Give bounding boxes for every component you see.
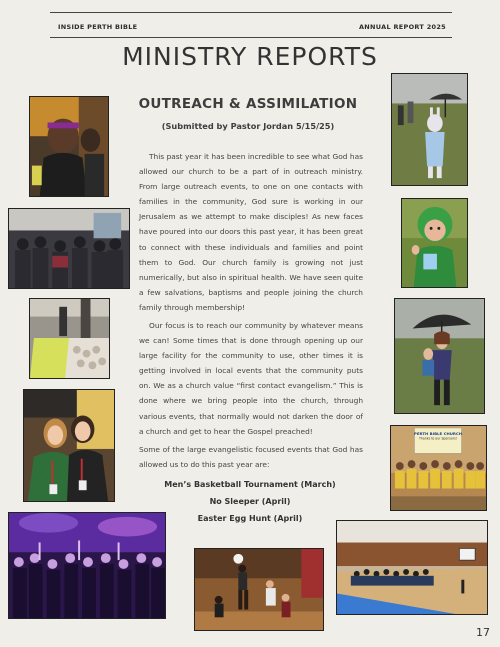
- section-title: OUTREACH & ASSIMILATION: [138, 96, 358, 112]
- event-egg-hunt: Easter Egg Hunt (April): [197, 514, 303, 523]
- gym-crowd-game-photo-icon: [336, 520, 488, 615]
- food-tables-photo-icon: [29, 298, 110, 379]
- two-women-selfie-photo-icon: [23, 389, 115, 502]
- section-byline: (Submitted by Pastor Jordan 5/15/25): [161, 121, 335, 131]
- header-publication: INSIDE PERTH BIBLE: [58, 23, 138, 31]
- woman-umbrella-child-photo-icon: [394, 298, 485, 414]
- header-report-year: ANNUAL REPORT 2025: [358, 23, 446, 31]
- paragraph-2: Our focus is to reach our community by whatever means we can! Some times that is done through opening up our large facility for the community to use, other times it is getting involved in local events that the community puts on. We as a church value “first contact evangelism.” This is done where we bring people into the church, through various events, that normally would not darken the door of a church and get to hear the Gospel preached!: [139, 321, 363, 436]
- church-gathering-crowd-photo-icon: [8, 208, 130, 289]
- worship-concert-crowd-photo-icon: [8, 512, 166, 619]
- basketball-game-action-photo-icon: [194, 548, 324, 631]
- sponsor-sign-subtitle: Thanks to our Sponsors!: [419, 436, 457, 441]
- header-rule-bottom: [50, 37, 452, 38]
- page-title: MINISTRY REPORTS: [122, 42, 378, 71]
- paragraph-1: This past year it has been incredible to see what God has allowed our church to be a part of in outreach ministry. From large outreach events, to one on one contacts with families in the community, God sure is working in our Jerusalem as we attempt to make disciples! As new faces have poured into our doors this past year, it has been great to connect with these individuals and families and point them to God. Our church family is growing not just numerically, but also in spiritual health. We have seen quite a few salvations, baptisms and people joining the church family through membership!: [139, 152, 363, 312]
- header-rule-top: [50, 12, 452, 13]
- child-green-hood-photo-icon: [401, 198, 468, 288]
- event-no-sleeper: No Sleeper (April): [209, 497, 291, 506]
- girl-with-headband-photo-icon: [29, 96, 109, 197]
- event-basketball: Men’s Basketball Tournament (March): [164, 480, 336, 489]
- paragraph-3: Some of the large evangelistic focused events that God has allowed us to do this past year are:: [139, 445, 363, 470]
- sponsor-sign-title: PERTH BIBLE CHURCH: [413, 430, 463, 436]
- basketball-team-sponsors-photo-icon: [390, 425, 487, 511]
- easter-bunny-umbrella-photo-icon: [391, 73, 468, 186]
- page-number: 17: [476, 626, 490, 639]
